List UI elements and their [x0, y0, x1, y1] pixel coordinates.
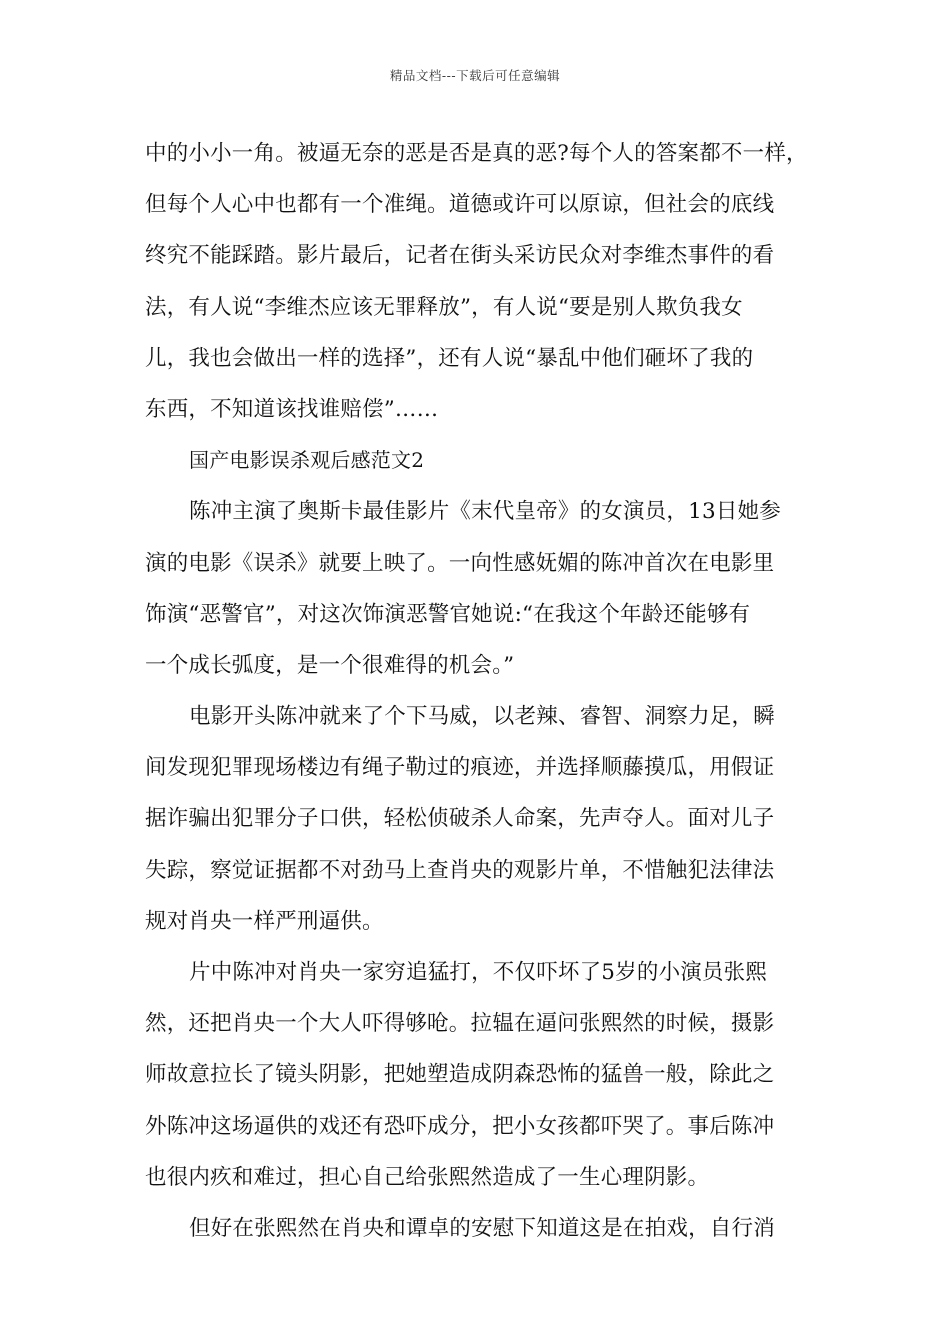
text-line: 演的电影《误杀》就要上映了。一向性感妩媚的陈冲首次在电影里 — [145, 550, 775, 576]
text-line: 间发现犯罪现场楼边有绳子勒过的痕迹，并选择顺藤摸瓜，用假证 — [145, 755, 775, 781]
text-line: 饰演“恶警官”，对这次饰演恶警官她说:“在我这个年龄还能够有 — [145, 601, 751, 627]
text-line: 法，有人说“李维杰应该无罪释放”，有人说“要是别人欺负我女 — [145, 294, 743, 320]
text-line: 中的小小一角。被逼无奈的恶是否是真的恶?每个人的答案都不一样， — [145, 141, 808, 166]
text-line: 陈冲主演了奥斯卡最佳影片《末代皇帝》的女演员，13日她参 — [189, 499, 781, 525]
page-header: 精品文档---下载后可任意编辑 — [389, 68, 561, 83]
text-line: 东西，不知道该找谁赔偿”…… — [145, 396, 439, 422]
text-line: 电影开头陈冲就来了个下马威，以老辣、睿智、洞察力足，瞬 — [189, 704, 775, 730]
text-line: 然，还把肖央一个大人吓得够呛。拉辒在逼问张熙然的时候，摄影 — [145, 1011, 775, 1037]
text-line: 据诈骗出犯罪分子口供，轻松侦破杀人命案，先声夺人。面对儿子 — [145, 806, 775, 832]
text-line: 规对肖央一样严刑逼供。 — [145, 908, 384, 934]
text-line: 也很内疚和难过，担心自己给张熙然造成了一生心理阴影。 — [145, 1164, 710, 1190]
text-line: 但每个人心中也都有一个准绳。道德或许可以原谅，但社会的底线 — [145, 192, 775, 218]
text-line: 师故意拉长了镜头阴影，把她塑造成阴森恐怖的猛兽一般，除此之 — [145, 1062, 775, 1088]
text-line: 片中陈冲对肖央一家穷追猛打，不仅吓坏了5岁的小演员张熙 — [189, 960, 768, 985]
document-body — [145, 128, 810, 1254]
text-line: 终究不能踩踏。影片最后，记者在街头采访民众对李维杰事件的看 — [145, 243, 775, 269]
text-line: 外陈冲这场逼供的戏还有恐吓成分，把小女孩都吓哭了。事后陈冲 — [145, 1113, 775, 1139]
text-line: 一个成长弧度，是一个很难得的机会。” — [145, 652, 515, 678]
section-heading: 国产电影误杀观后感范文2 — [189, 448, 425, 473]
text-line: 儿，我也会做出一样的选择”，还有人说“暴乱中他们砸坏了我的 — [145, 345, 754, 371]
text-line: 但好在张熙然在肖央和谭卓的安慰下知道这是在拍戏，自行消 — [189, 1215, 775, 1241]
text-line: 失踪，察觉证据都不对劲马上查肖央的观影片单，不惜触犯法律法 — [145, 857, 775, 883]
